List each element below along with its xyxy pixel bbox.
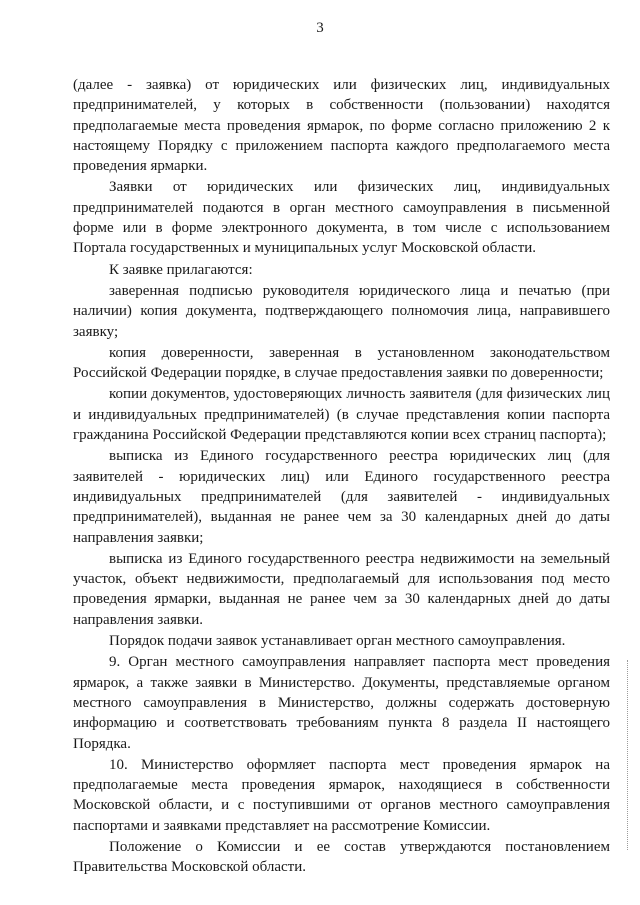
paragraph-application-definition: (далее - заявка) от юридических или физических лиц, индивидуальных предпринимателей, у которых в собственности (пользовании) находятся предполагаемые места проведения ярмарок, по форме согласно приложению 2 к настоящему Порядку с приложением паспорта каждого предполагаемого места проведения ярмарки.	[73, 77, 610, 175]
document-body	[73, 75, 610, 878]
paragraph-application-submission: Заявки от юридических или физических лиц, индивидуальных предпринимателей подаются в орган местного самоуправления в письменной форме или в форме электронного документа, в том числе с использованием Портала государственных и муниципальных услуг Московской области.	[73, 179, 610, 257]
scan-margin-marks	[627, 660, 634, 850]
list-item-identity-documents: копии документов, удостоверяющих личность заявителя (для физических лиц и индивидуальных предпринимателей) (в случае представления копии паспорта гражданина Российской Федерации представляются копии всех страниц паспорта);	[73, 386, 610, 444]
list-item-authority-document: заверенная подписью руководителя юридического лица и печатью (при наличии) копия документа, подтверждающего полномочия лица, направившего заявку;	[73, 282, 610, 340]
paragraph-submission-procedure: Порядок подачи заявок устанавливает орган местного самоуправления.	[109, 633, 566, 650]
list-item-power-of-attorney: копия доверенности, заверенная в установленном законодательством Российской Федерации порядке, в случае предоставления заявки по доверенности;	[73, 344, 610, 382]
list-item-legal-entities-register: выписка из Единого государственного реестра юридических лиц (для заявителей - юридических лиц) или Единого государственного реестра индивидуальных предпринимателей (для заявителей - индивидуальных предпринимателей), выданная не ранее чем за 30 календарных дней до даты направления заявки;	[73, 448, 610, 546]
paragraph-item-10: 10. Министерство оформляет паспорта мест проведения ярмарок на предполагаемые места проведения ярмарок, находящиеся в собственности Московской области, и с поступившими от органов местного самоуправления паспортами и заявками представляет на рассмотрение Комиссии.	[73, 756, 610, 834]
list-item-real-estate-register: выписка из Единого государственного реестра недвижимости на земельный участок, объект недвижимости, предполагаемый для использования под место проведения ярмарки, выданная не ранее чем за 30 календарных дней до даты направления заявки.	[73, 550, 610, 628]
paragraph-attachments-intro: К заявке прилагаются:	[109, 261, 253, 278]
paragraph-commission-regulation: Положение о Комиссии и ее состав утверждаются постановлением Правительства Московской области.	[73, 838, 610, 876]
paragraph-item-9: 9. Орган местного самоуправления направляет паспорта мест проведения ярмарок, а также заявки в Министерство. Документы, представляемые органом местного самоуправления в Министерство, должны содержать достоверную информацию и соответствовать требованиям пункта 8 раздела II настоящего Порядка.	[73, 654, 610, 752]
page-number: 3	[316, 20, 324, 36]
